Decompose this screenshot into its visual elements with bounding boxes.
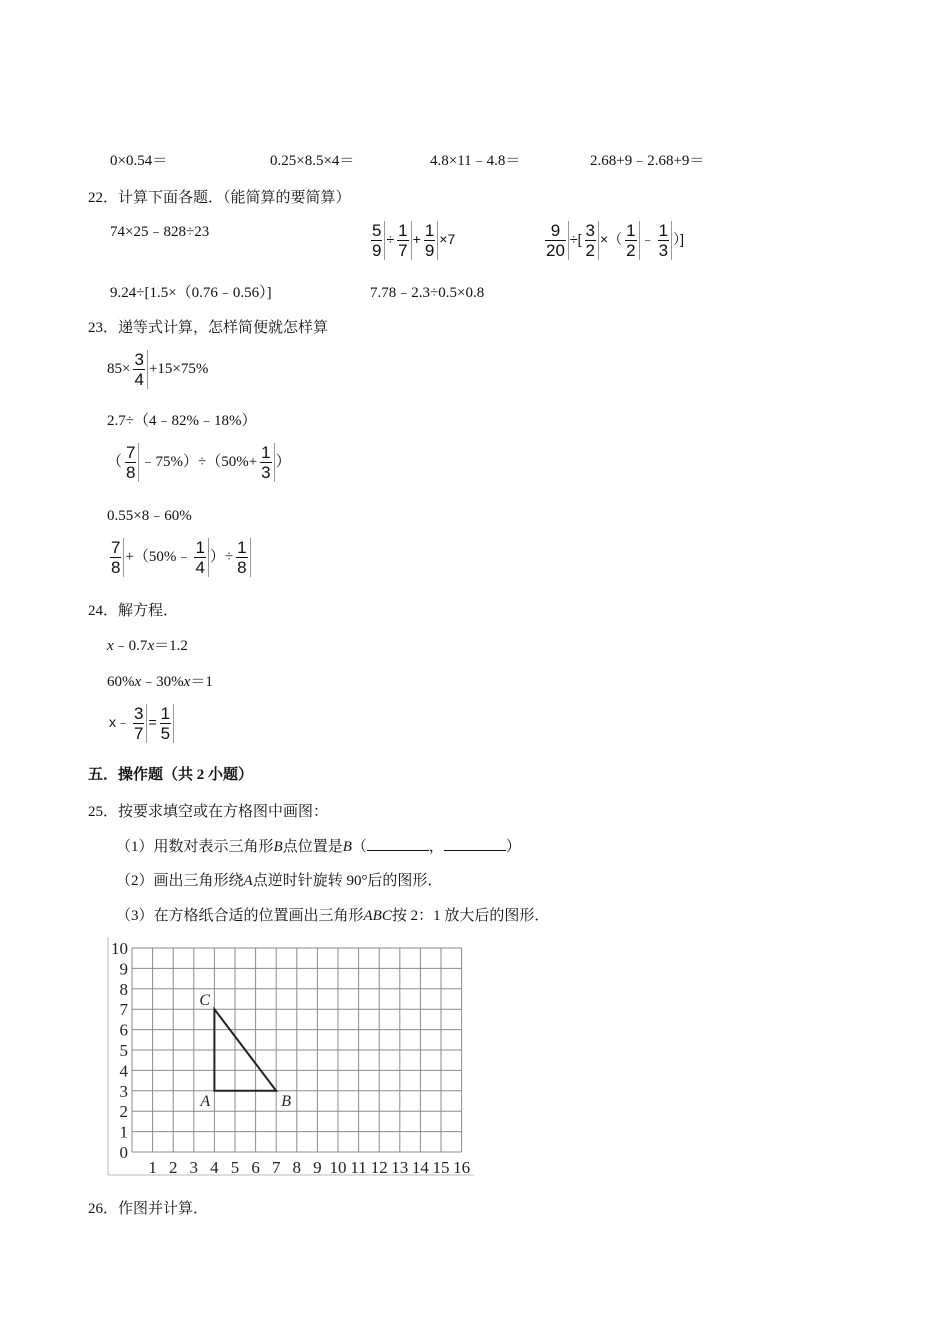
expr-0x054: 0×0.54＝	[110, 153, 168, 169]
x-tick-label: 2	[168, 1158, 178, 1177]
vertex-label-a: A	[200, 1092, 211, 1110]
fraction: $\frac{3}{7}$	[131, 704, 147, 743]
q23-expr-3: （ $\frac{7}{8}$ ﹣75%）÷（50%+ $\frac{1}{3}$ ）	[107, 443, 291, 482]
q22-expr-1: 74×25﹣828÷23	[110, 224, 210, 240]
x-tick-label: 13	[391, 1158, 409, 1177]
y-tick-label: 4	[119, 1061, 128, 1081]
y-tick-label: 6	[119, 1020, 128, 1040]
q23-expr-4: 0.55×8﹣60%	[107, 508, 192, 524]
question-26-title: 26．作图并计算．	[88, 1201, 209, 1217]
x-tick-label: 10	[329, 1158, 347, 1177]
fraction: $\frac{1}{8}$	[234, 538, 250, 577]
coordinate-grid[interactable]	[100, 935, 480, 1180]
y-tick-label: 8	[119, 979, 128, 999]
y-tick-label: 9	[119, 959, 128, 979]
fraction: $\frac{7}{8}$	[108, 538, 124, 577]
x-tick-label: 6	[251, 1158, 260, 1177]
fraction: $\frac{5}{9}$	[369, 221, 385, 260]
q23-expr-5: $\frac{7}{8}$ +（50%﹣ $\frac{1}{4}$ ）÷ $\frac{1}{8}$	[107, 538, 252, 577]
x-tick-label: 4	[210, 1158, 219, 1177]
fraction: $\frac{1}{5}$	[158, 704, 174, 743]
q25-part-3: （3）在方格纸合适的位置画出三角形ABC按 2：1 放大后的图形．	[116, 908, 550, 924]
q25-part-2: （2）画出三角形绕A点逆时针旋转 90°后的图形．	[116, 873, 443, 889]
fraction: $\frac{1}{3}$	[258, 443, 274, 482]
y-tick-label: 2	[119, 1102, 128, 1122]
x-tick-label: 16	[453, 1158, 471, 1177]
y-tick-label: 7	[119, 1000, 128, 1020]
vertex-label-b: B	[281, 1092, 291, 1110]
fraction: $\frac{1}{9}$	[422, 221, 438, 260]
answer-blank[interactable]	[367, 836, 429, 851]
question-22-title: 22．计算下面各题．（能简算的要简算）	[88, 190, 351, 206]
x-tick-label: 9	[313, 1158, 322, 1177]
q22-expr-3: $\frac{9}{20}$ ÷[ $\frac{3}{2}$ ×（ $\frac{1}{2}$ ﹣ $\frac{1}{3}$ ）]	[542, 221, 684, 260]
x-tick-label: 5	[230, 1158, 240, 1177]
expr-268plus9: 2.68+9﹣2.68+9＝	[590, 153, 705, 169]
question-23-title: 23．递等式计算，怎样简便就怎样算	[88, 320, 329, 336]
fraction: $\frac{1}{2}$	[623, 221, 639, 260]
fraction: $\frac{7}{8}$	[123, 443, 139, 482]
x-tick-label: 3	[189, 1158, 199, 1177]
q22-expr-4: 9.24÷[1.5×（0.76﹣0.56）]	[110, 285, 272, 301]
question-24-title: 24．解方程．	[88, 603, 179, 619]
y-tick-label: 10	[111, 939, 128, 958]
q22-expr-2: $\frac{5}{9}$ ÷ $\frac{1}{7}$ + $\frac{1}{9}$ ×7	[368, 221, 455, 260]
x-tick-label: 14	[411, 1158, 429, 1177]
q23-expr-1: 85× $\frac{3}{4}$ +15×75%	[107, 350, 209, 389]
q24-equation-1: x﹣0.7x＝1.2	[107, 638, 188, 654]
y-tick-label: 3	[119, 1081, 128, 1101]
q25-part-1: （1）用数对表示三角形B点位置是B（ ， ）	[116, 836, 521, 857]
x-tick-label: 1	[148, 1158, 157, 1177]
x-tick-label: 12	[370, 1158, 388, 1177]
fraction: $\frac{1}{4}$	[192, 538, 208, 577]
y-tick-label: 0	[119, 1143, 128, 1162]
x-tick-label: 15	[432, 1158, 450, 1177]
question-25-title: 25．按要求填空或在方格图中画图：	[88, 804, 329, 820]
q22-expr-5: 7.78﹣2.3÷0.5×0.8	[370, 285, 485, 301]
fraction: $\frac{3}{2}$	[583, 221, 599, 260]
x-tick-label: 11	[350, 1158, 367, 1177]
fraction: $\frac{1}{3}$	[656, 221, 672, 260]
q23-expr-2: 2.7÷（4﹣82%﹣18%）	[107, 413, 257, 429]
y-tick-label: 1	[119, 1122, 128, 1142]
section-5-heading: 五．操作题（共 2 小题）	[88, 767, 254, 783]
q24-equation-3: x﹣ $\frac{3}{7}$ = $\frac{1}{5}$	[109, 704, 175, 743]
fraction: $\frac{9}{20}$	[543, 221, 569, 260]
answer-blank[interactable]	[444, 836, 506, 851]
q24-equation-2: 60%x﹣30%x＝1	[107, 674, 213, 690]
fraction: $\frac{1}{7}$	[395, 221, 411, 260]
y-tick-label: 5	[119, 1041, 128, 1060]
expr-48x11: 4.8×11﹣4.8＝	[430, 153, 521, 169]
expr-025x85x4: 0.25×8.5×4＝	[270, 153, 355, 169]
fraction: $\frac{3}{4}$	[131, 350, 147, 389]
x-tick-label: 7	[271, 1158, 281, 1177]
x-tick-label: 8	[292, 1158, 302, 1177]
vertex-label-c: C	[199, 992, 211, 1010]
